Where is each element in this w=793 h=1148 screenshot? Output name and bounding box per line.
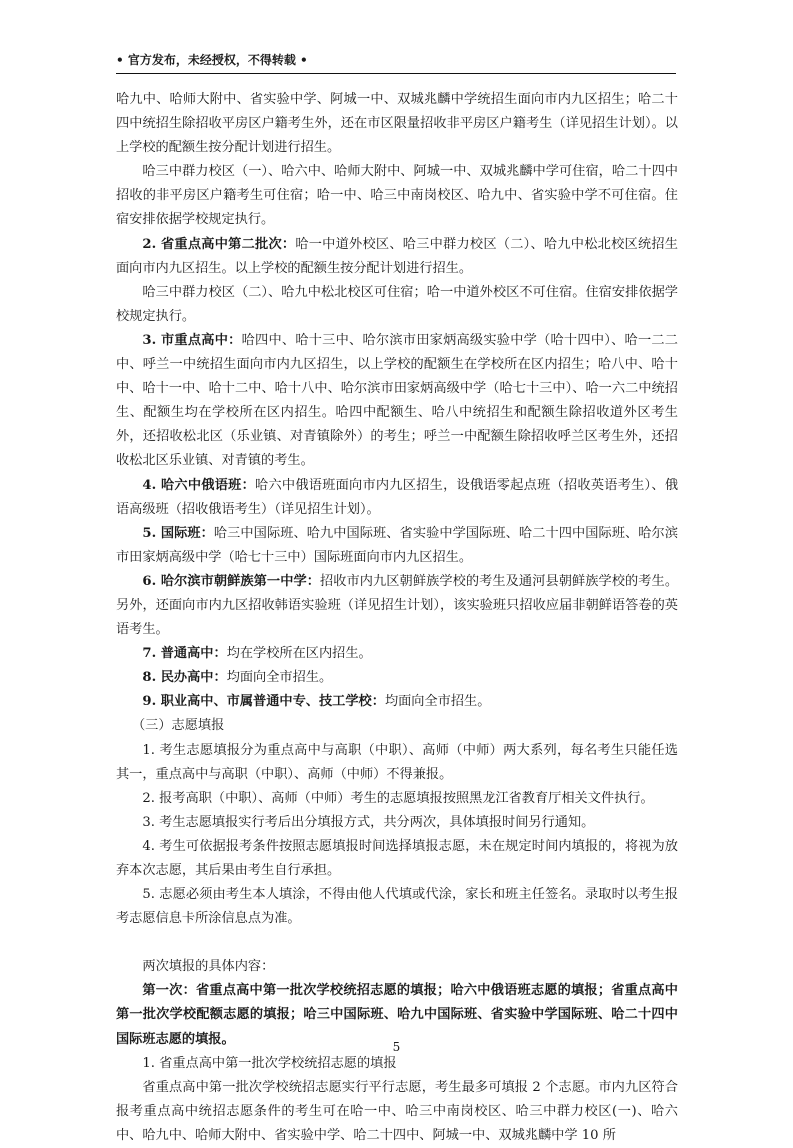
paragraph — [116, 281, 678, 329]
paragraph — [116, 570, 678, 642]
paragraph — [116, 474, 678, 522]
paragraph-text: 4. 考生可依据报考条件按照志愿填报时间选择填报志愿，未在规定时间内填报的，将视为放弃本次志愿，其后果由考生自行承担。 — [116, 838, 678, 878]
paragraph — [116, 955, 678, 979]
paragraph — [116, 690, 678, 714]
paragraph-text: 哈一中道外校区、哈三中群力校区（二）、哈九中松北校区统招生面向市内九区招生。以上学校的配额生按分配计划进行招生。 — [116, 236, 678, 276]
paragraph-text: 1. 考生志愿填报分为重点高中与高职（中职）、高师（中师）两大系列，每名考生只能任选其一，重点高中与高职（中职）、高师（中师）不得兼报。 — [116, 742, 678, 782]
paragraph — [116, 88, 678, 160]
paragraph — [116, 1076, 678, 1148]
paragraph-text: 1. 省重点高中第一批次学校统招志愿的填报 — [142, 1055, 397, 1071]
copyright-notice: • 官方发布，未经授权，不得转载 • — [116, 53, 308, 67]
paragraph — [116, 883, 678, 931]
paragraph-text: 5. 志愿必须由考生本人填涂，不得由他人代填或代涂，家长和班主任签名。录取时以考生报考志愿信息卡所涂信息点为准。 — [116, 887, 678, 927]
paragraph — [116, 642, 678, 666]
paragraph — [116, 522, 678, 570]
paragraph-text: 2. 报考高职（中职）、高师（中师）考生的志愿填报按照黑龙江省教育厅相关文件执行。 — [142, 790, 654, 806]
paragraph-label: 9. 职业高中、市属普通中专、技工学校： — [142, 694, 385, 710]
paragraph-label: 4. 哈六中俄语班： — [142, 477, 256, 493]
paragraph-label: 8. 民办高中： — [142, 670, 227, 686]
paragraph-text: 哈六中俄语班面向市内九区招生，设俄语零起点班（招收英语考生）、俄语高级班（招收俄语考生）（详见招生计划）。 — [116, 477, 679, 517]
paragraph-text: 哈四中、哈十三中、哈尔滨市田家炳高级实验中学（哈十四中）、哈一二二中、呼兰一中统招生面向市内九区招生，以上学校的配额生在学校所在区内招生；哈八中、哈十中、哈十一中、哈十二中、哈十八中、哈尔滨市田家炳高级中学（哈七十三中）、哈一六二中统招生、配额生均在学校所在区内招生。哈四中配额生、哈八中统招生和配额生除招收道外区考生外，还招收松北区（乐业镇、对青镇除外）的考生；呼兰一中配额生除招收呼兰区考生外，还招收松北区乐业镇、对青镇的考生。 — [116, 332, 678, 469]
paragraph — [116, 666, 678, 690]
paragraph-text: 哈三中国际班、哈九中国际班、省实验中学国际班、哈二十四中国际班、哈尔滨市田家炳高级中学（哈七十三中）国际班面向市内九区招生。 — [116, 525, 679, 565]
paragraph — [116, 739, 678, 787]
paragraph — [116, 787, 678, 811]
paragraph-text: 省重点高中第一批次学校统招志愿实行平行志愿，考生最多可填报 2 个志愿。市内九区符合报考重点高中统招志愿条件的考生可在哈一中、哈三中南岗校区、哈三中群力校区(一)、哈六中、哈九中、哈师大附中、省实验中学、哈二十四中、阿城一中、双城兆麟中学 10 所 — [116, 1079, 678, 1143]
section-heading — [116, 714, 678, 738]
paragraph-text: 均在学校所在区内招生。 — [226, 646, 372, 662]
paragraph-label: 5. 国际班： — [142, 525, 214, 541]
paragraph-label: 第一次：省重点高中第一批次学校统招志愿的填报；哈六中俄语班志愿的填报；省重点高中第一批次学校配额志愿的填报；哈三中国际班、哈九中国际班、省实验中学国际班、哈二十四中国际班志愿的填报。 — [116, 983, 678, 1047]
page-number: 5 — [392, 1040, 401, 1054]
paragraph-text: 哈三中群力校区（二）、哈九中松北校区可住宿；哈一中道外校区不可住宿。住宿安排依据学校规定执行。 — [116, 284, 678, 324]
header-rule — [116, 73, 676, 74]
paragraph — [116, 811, 678, 835]
paragraph-label: 7. 普通高中： — [142, 646, 227, 662]
paragraph — [116, 1052, 678, 1076]
paragraph-gap — [116, 931, 678, 955]
paragraph-label: 6. 哈尔滨市朝鲜族第一中学： — [142, 573, 320, 589]
paragraph-label: 2. 省重点高中第二批次： — [142, 236, 296, 252]
paragraph-text: （三）志愿填报 — [132, 718, 225, 734]
paragraph-text: 3. 考生志愿填报实行考后出分填报方式，共分两次，具体填报时间另行通知。 — [142, 814, 595, 830]
paragraph-text: 均面向全市招生。 — [384, 694, 491, 710]
paragraph — [116, 233, 678, 281]
paragraph — [116, 160, 678, 232]
paragraph-text: 均面向全市招生。 — [226, 670, 333, 686]
paragraph-text: 两次填报的具体内容： — [142, 959, 275, 975]
paragraph-label: 3. 市重点高中： — [142, 332, 242, 348]
paragraph-text: 哈九中、哈师大附中、省实验中学、阿城一中、双城兆麟中学统招生面向市内九区招生；哈二十四中统招生除招收平房区户籍考生外，还在市区限量招收非平房区户籍考生（详见招生计划）。以上学校的配额生按分配计划进行招生。 — [116, 92, 678, 156]
paragraph — [116, 835, 678, 883]
paragraph-text: 哈三中群力校区（一）、哈六中、哈师大附中、阿城一中、双城兆麟中学可住宿，哈二十四中招收的非平房区户籍考生可住宿；哈一中、哈三中南岗校区、哈九中、省实验中学不可住宿。住宿安排依据学校规定执行。 — [116, 164, 678, 228]
document-body — [116, 88, 678, 1148]
paragraph-text: 招收市内九区朝鲜族学校的考生及通河县朝鲜族学校的考生。另外，还面向市内九区招收韩语实验班（详见招生计划），该实验班只招收应届非朝鲜语答卷的英语考生。 — [116, 573, 679, 638]
paragraph — [116, 329, 678, 474]
